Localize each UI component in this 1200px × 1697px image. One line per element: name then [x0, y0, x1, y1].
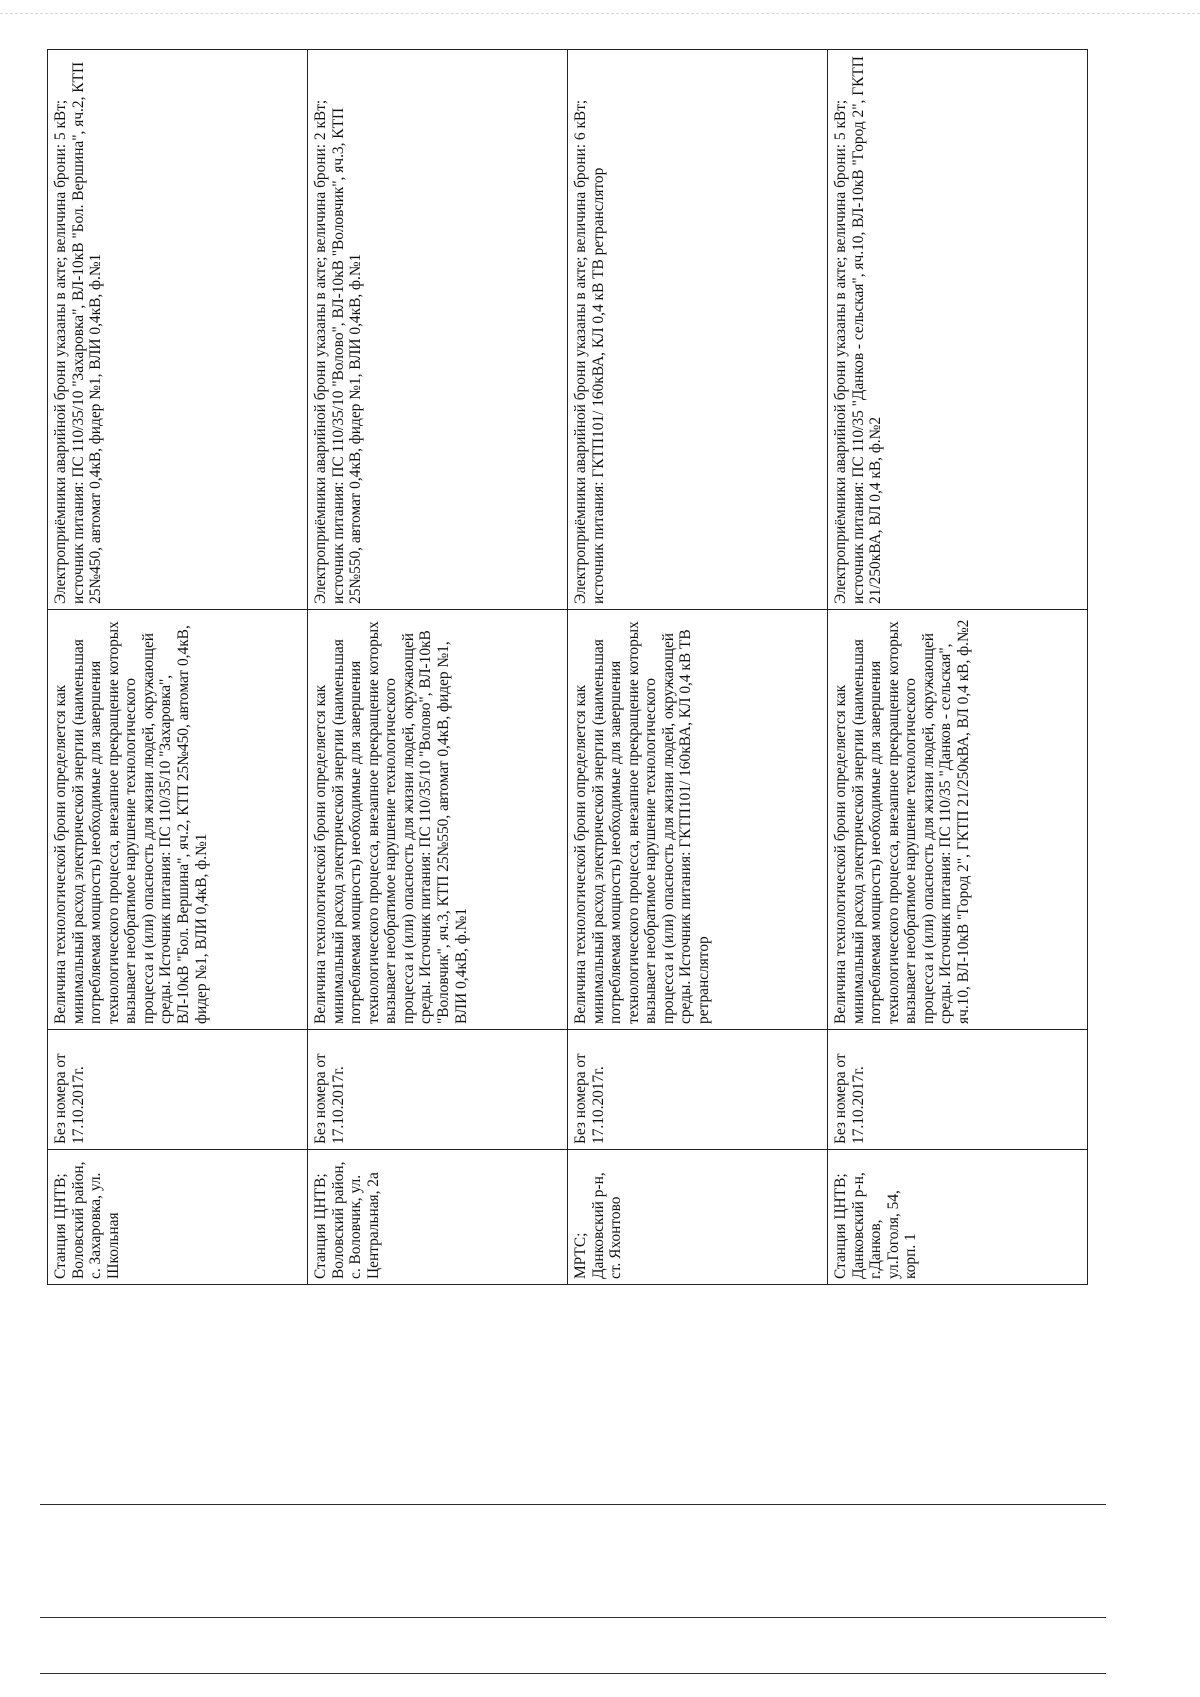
cell-act: Без номера от 17.10.2017г. [568, 1030, 828, 1150]
table-row [568, 50, 828, 1285]
cell-emergency-reserve: Электроприёмники аварийной брони указаны в акте; величина брони: 5 кВт; источник питания: ПС 110/35 "Данков - сельская", яч.10, ВЛ-10кВ "Город 2", ГКТП 21/250кВА, ВЛ 0,4 кВ, ф.№2 [828, 50, 1088, 610]
cell-technological-reserve: Величина технологической брони определяется как минимальный расход электрической энергии (наименьшая потребляемая мощность) необходимые для завершения технологического процесса, внезапное прекращение которых вызывает необратимое нарушение технологического процесса и (или) опасность для жизни людей, окружающей среды. Источник питания: ПС 110/35/10 "Захаровка", ВЛ-10кВ "Бол. Вершина", яч.2, КТП 25№450, автомат 0,4кВ, фидер №1, ВЛИ 0,4кВ, ф.№1 [48, 610, 308, 1030]
cell-act: Без номера от 17.10.2017г. [308, 1030, 568, 1150]
cell-object: Станция ЦНТВ; Воловский район, с. Воловчик, ул. Центральная, 2а [308, 1150, 568, 1285]
scan-edge-line [0, 13, 1200, 14]
cell-emergency-reserve: Электроприёмники аварийной брони указаны в акте; величина брони: 6 кВт; источник питания: ГКТП101/ 160кВА, КЛ 0,4 кВ ТВ ретранслятор [568, 50, 828, 610]
separator-line [40, 1504, 1106, 1505]
cell-act: Без номера от 17.10.2017г. [48, 1030, 308, 1150]
cell-technological-reserve: Величина технологической брони определяется как минимальный расход электрической энергии (наименьшая потребляемая мощность) необходимые для завершения технологического процесса, внезапное прекращение которых вызывает необратимое нарушение технологического процесса и (или) опасность для жизни людей, окружающей среды. Источник питания: ПС 110/35/10 "Волово", ВЛ-10кВ "Воловчик", яч.3, КТП 25№550, автомат 0,4кВ, фидер №1, ВЛИ 0,4кВ, ф.№1 [308, 610, 568, 1030]
table-row [828, 50, 1088, 1285]
separator-line [40, 1617, 1106, 1618]
cell-emergency-reserve: Электроприёмники аварийной брони указаны в акте; величина брони: 2 кВт; источник питания: ПС 110/35/10 "Волово", ВЛ-10кВ "Воловчик", яч.3, КТП 25№550, автомат 0,4кВ, фидер №1, ВЛИ 0,4кВ, ф.№1 [308, 50, 568, 610]
table-row [48, 50, 308, 1285]
rotated-table-container [47, 50, 1087, 1285]
cell-object: Станция ЦНТВ; Данковский р-н, г.Данков, ул.Гоголя, 54, корп. 1 [828, 1150, 1088, 1285]
cell-technological-reserve: Величина технологической брони определяется как минимальный расход электрической энергии (наименьшая потребляемая мощность) необходимые для завершения технологического процесса, внезапное прекращение которых вызывает необратимое нарушение технологического процесса и (или) опасность для жизни людей, окружающей среды. Источник питания: ПС 110/35 "Данков - сельская", яч.10, ВЛ-10кВ "Город 2", ГКТП 21/250кВА, ВЛ 0,4 кВ, ф.№2 [828, 610, 1088, 1030]
separator-line [40, 1673, 1106, 1674]
cell-object: Станция ЦНТВ; Воловский район, с. Захаровка, ул. Школьная [48, 1150, 308, 1285]
cell-object: МРТС; Данковский р-н, ст. Яхонтово [568, 1150, 828, 1285]
cell-emergency-reserve: Электроприёмники аварийной брони указаны в акте; величина брони: 5 кВт; источник питания: ПС 110/35/10 "Захаровка", ВЛ-10кВ "Бол. Вершина", яч.2, КТП 25№450, автомат 0,4кВ, фидер №1, ВЛИ 0,4кВ, ф.№1 [48, 50, 308, 610]
reserve-table [47, 49, 1088, 1285]
table-row [308, 50, 568, 1285]
cell-technological-reserve: Величина технологической брони определяется как минимальный расход электрической энергии (наименьшая потребляемая мощность) необходимые для завершения технологического процесса, внезапное прекращение которых вызывает необратимое нарушение технологического процесса и (или) опасность для жизни людей, окружающей среды. Источник питания: ГКТП101/ 160кВА, КЛ 0,4 кВ ТВ ретранслятор [568, 610, 828, 1030]
cell-act: Без номера от 17.10.2017г. [828, 1030, 1088, 1150]
